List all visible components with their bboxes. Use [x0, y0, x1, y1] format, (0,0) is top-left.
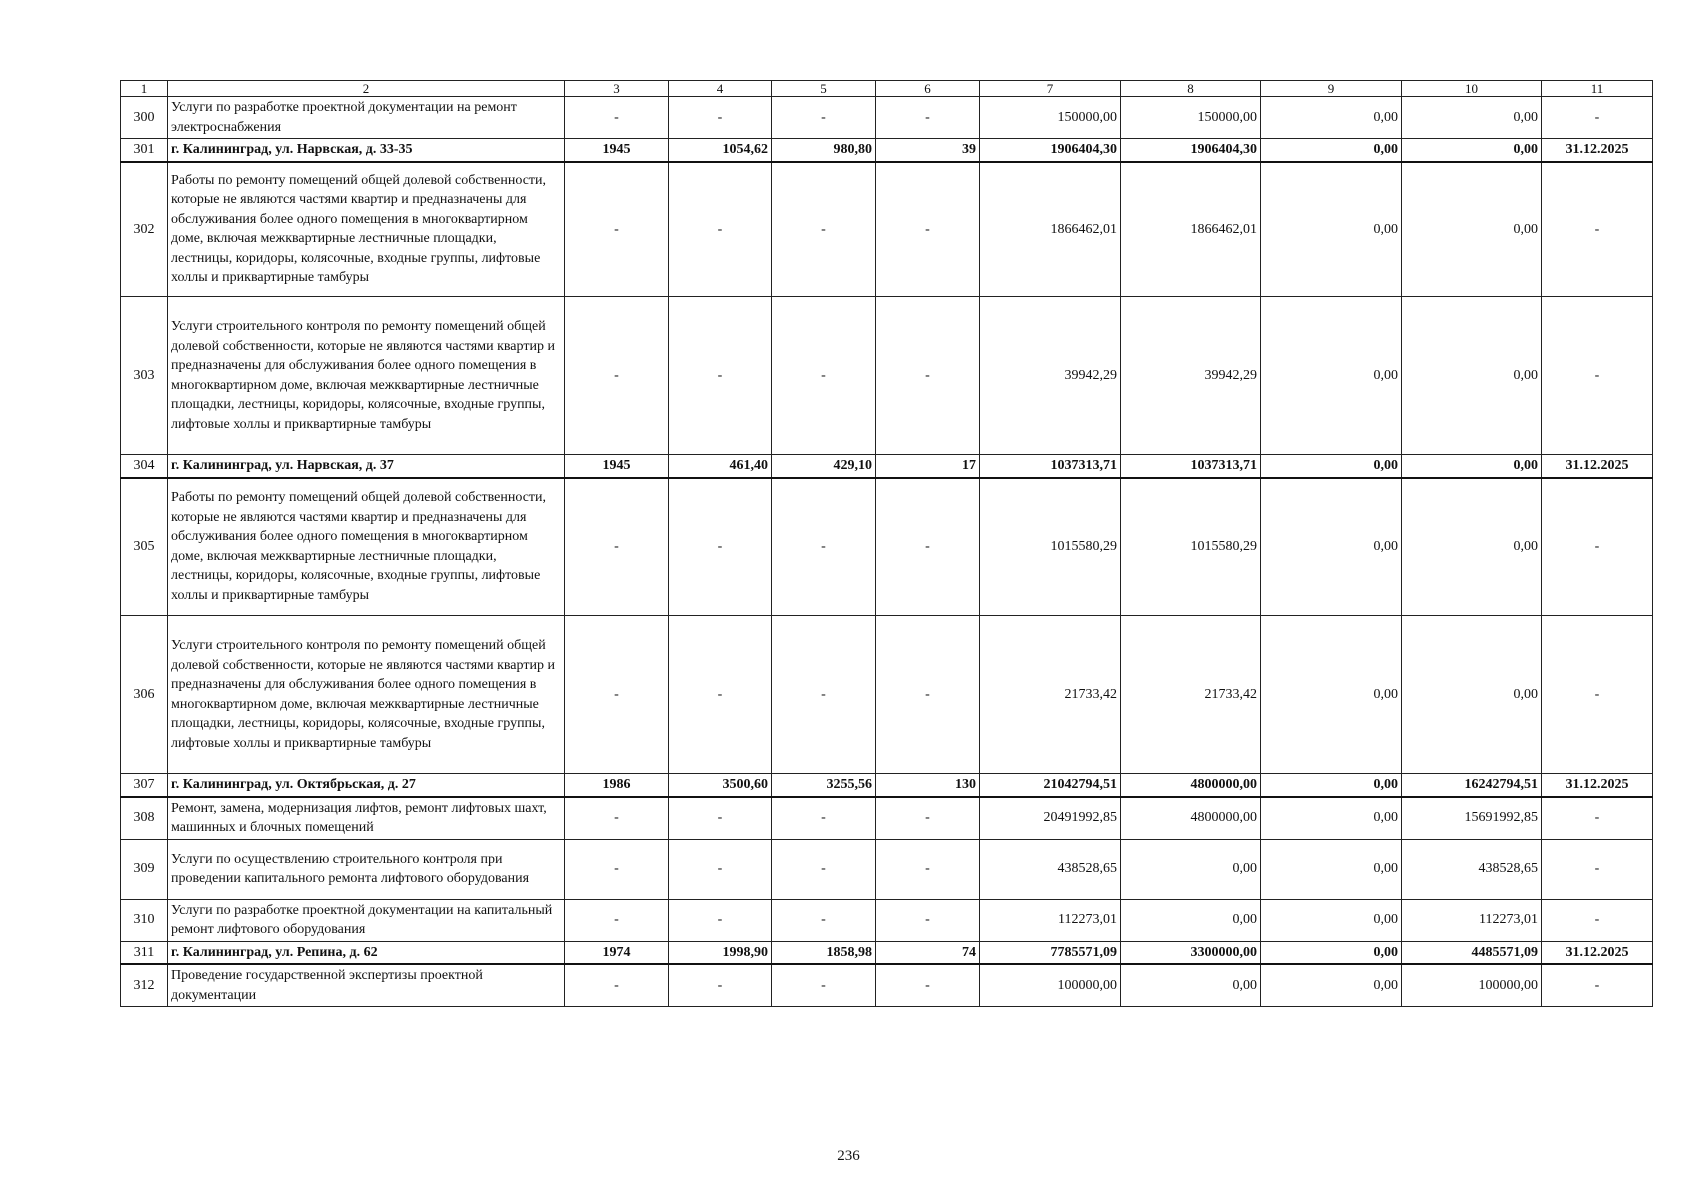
fund-amount-cell: 1906404,30 [1121, 139, 1261, 162]
fund-amount-cell: 0,00 [1121, 899, 1261, 941]
row-number-cell: 301 [121, 139, 168, 162]
table-row-item [121, 97, 1653, 139]
total-area-cell: 3500,60 [669, 774, 772, 797]
residents-cell: - [876, 899, 980, 941]
table-row-item [121, 616, 1653, 774]
living-area-cell: - [772, 616, 876, 774]
column-number: 7 [980, 81, 1121, 97]
year-built-cell: 1945 [565, 455, 669, 478]
row-number-cell: 309 [121, 839, 168, 899]
column-number: 2 [168, 81, 565, 97]
owner-amount-cell: 100000,00 [1402, 964, 1542, 1007]
column-number: 11 [1542, 81, 1653, 97]
table-row-item [121, 297, 1653, 455]
completion-date-cell: - [1542, 162, 1653, 297]
table-row-address [121, 941, 1653, 964]
residents-cell: 17 [876, 455, 980, 478]
owner-amount-cell: 4485571,09 [1402, 941, 1542, 964]
year-built-cell: - [565, 616, 669, 774]
completion-date-cell: - [1542, 297, 1653, 455]
table-row-address [121, 774, 1653, 797]
fund-amount-cell: 0,00 [1121, 964, 1261, 1007]
description-cell: Услуги по осуществлению строительного контроля при проведении капитального ремонта лифтового оборудования [168, 839, 565, 899]
year-built-cell: - [565, 97, 669, 139]
column-number: 5 [772, 81, 876, 97]
capital-repair-table [120, 80, 1653, 1007]
residents-cell: - [876, 797, 980, 840]
total-cost-cell: 1906404,30 [980, 139, 1121, 162]
table-row-item [121, 478, 1653, 616]
residents-cell: - [876, 97, 980, 139]
total-cost-cell: 21733,42 [980, 616, 1121, 774]
owner-amount-cell: 438528,65 [1402, 839, 1542, 899]
total-area-cell: - [669, 478, 772, 616]
description-cell: Работы по ремонту помещений общей долевой собственности, которые не являются частями квартир и предназначены для обслуживания более одного помещения в многоквартирном доме, включая межквартирные лестничные площадки, лестницы, коридоры, колясочные, входные группы, лифтовые холлы и приквартирные тамбуры [168, 478, 565, 616]
completion-date-cell: 31.12.2025 [1542, 774, 1653, 797]
budget-amount-cell: 0,00 [1261, 839, 1402, 899]
row-number-cell: 300 [121, 97, 168, 139]
living-area-cell: 980,80 [772, 139, 876, 162]
column-number: 8 [1121, 81, 1261, 97]
total-area-cell: 461,40 [669, 455, 772, 478]
year-built-cell: - [565, 964, 669, 1007]
total-area-cell: - [669, 162, 772, 297]
budget-amount-cell: 0,00 [1261, 774, 1402, 797]
total-cost-cell: 1037313,71 [980, 455, 1121, 478]
living-area-cell: 429,10 [772, 455, 876, 478]
owner-amount-cell: 0,00 [1402, 139, 1542, 162]
residents-cell: - [876, 839, 980, 899]
owner-amount-cell: 16242794,51 [1402, 774, 1542, 797]
fund-amount-cell: 4800000,00 [1121, 774, 1261, 797]
fund-amount-cell: 1015580,29 [1121, 478, 1261, 616]
year-built-cell: - [565, 797, 669, 840]
living-area-cell: - [772, 964, 876, 1007]
column-number: 10 [1402, 81, 1542, 97]
fund-amount-cell: 1037313,71 [1121, 455, 1261, 478]
total-cost-cell: 1015580,29 [980, 478, 1121, 616]
living-area-cell: 3255,56 [772, 774, 876, 797]
budget-amount-cell: 0,00 [1261, 162, 1402, 297]
row-number-cell: 307 [121, 774, 168, 797]
description-cell: Работы по ремонту помещений общей долевой собственности, которые не являются частями квартир и предназначены для обслуживания более одного помещения в многоквартирном доме, включая межквартирные лестничные площадки, лестницы, коридоры, колясочные, входные группы, лифтовые холлы и приквартирные тамбуры [168, 162, 565, 297]
fund-amount-cell: 21733,42 [1121, 616, 1261, 774]
living-area-cell: - [772, 162, 876, 297]
living-area-cell: 1858,98 [772, 941, 876, 964]
owner-amount-cell: 0,00 [1402, 297, 1542, 455]
total-area-cell: 1054,62 [669, 139, 772, 162]
completion-date-cell: - [1542, 899, 1653, 941]
total-area-cell: - [669, 97, 772, 139]
description-cell: Услуги по разработке проектной документации на капитальный ремонт лифтового оборудования [168, 899, 565, 941]
description-cell: г. Калининград, ул. Репина, д. 62 [168, 941, 565, 964]
row-number-cell: 306 [121, 616, 168, 774]
description-cell: г. Калининград, ул. Нарвская, д. 33-35 [168, 139, 565, 162]
year-built-cell: - [565, 162, 669, 297]
total-cost-cell: 438528,65 [980, 839, 1121, 899]
total-area-cell: 1998,90 [669, 941, 772, 964]
table-row-item [121, 839, 1653, 899]
budget-amount-cell: 0,00 [1261, 455, 1402, 478]
completion-date-cell: - [1542, 797, 1653, 840]
total-cost-cell: 100000,00 [980, 964, 1121, 1007]
year-built-cell: - [565, 839, 669, 899]
residents-cell: 130 [876, 774, 980, 797]
owner-amount-cell: 0,00 [1402, 162, 1542, 297]
owner-amount-cell: 15691992,85 [1402, 797, 1542, 840]
residents-cell: - [876, 297, 980, 455]
budget-amount-cell: 0,00 [1261, 139, 1402, 162]
row-number-cell: 303 [121, 297, 168, 455]
description-cell: г. Калининград, ул. Нарвская, д. 37 [168, 455, 565, 478]
completion-date-cell: - [1542, 839, 1653, 899]
residents-cell: - [876, 616, 980, 774]
living-area-cell: - [772, 839, 876, 899]
residents-cell: - [876, 162, 980, 297]
living-area-cell: - [772, 899, 876, 941]
total-area-cell: - [669, 797, 772, 840]
description-cell: Услуги строительного контроля по ремонту помещений общей долевой собственности, которые не являются частями квартир и предназначены для обслуживания более одного помещения в многоквартирном доме, включая межквартирные лестничные площадки, лестницы, коридоры, колясочные, входные группы, лифтовые холлы и приквартирные тамбуры [168, 616, 565, 774]
fund-amount-cell: 0,00 [1121, 839, 1261, 899]
column-number: 6 [876, 81, 980, 97]
total-cost-cell: 112273,01 [980, 899, 1121, 941]
residents-cell: - [876, 478, 980, 616]
living-area-cell: - [772, 297, 876, 455]
table-row-address [121, 139, 1653, 162]
budget-amount-cell: 0,00 [1261, 97, 1402, 139]
column-number-row [121, 81, 1653, 97]
owner-amount-cell: 0,00 [1402, 478, 1542, 616]
living-area-cell: - [772, 97, 876, 139]
year-built-cell: 1986 [565, 774, 669, 797]
table-row-item [121, 797, 1653, 840]
column-number: 1 [121, 81, 168, 97]
total-cost-cell: 21042794,51 [980, 774, 1121, 797]
total-area-cell: - [669, 297, 772, 455]
completion-date-cell: - [1542, 964, 1653, 1007]
fund-amount-cell: 4800000,00 [1121, 797, 1261, 840]
fund-amount-cell: 150000,00 [1121, 97, 1261, 139]
column-number: 3 [565, 81, 669, 97]
owner-amount-cell: 0,00 [1402, 616, 1542, 774]
total-area-cell: - [669, 964, 772, 1007]
fund-amount-cell: 39942,29 [1121, 297, 1261, 455]
row-number-cell: 310 [121, 899, 168, 941]
row-number-cell: 304 [121, 455, 168, 478]
fund-amount-cell: 3300000,00 [1121, 941, 1261, 964]
completion-date-cell: 31.12.2025 [1542, 455, 1653, 478]
budget-amount-cell: 0,00 [1261, 941, 1402, 964]
total-cost-cell: 20491992,85 [980, 797, 1121, 840]
description-cell: Ремонт, замена, модернизация лифтов, ремонт лифтовых шахт, машинных и блочных помещений [168, 797, 565, 840]
total-cost-cell: 1866462,01 [980, 162, 1121, 297]
page-number: 236 [837, 1148, 860, 1164]
budget-amount-cell: 0,00 [1261, 797, 1402, 840]
total-area-cell: - [669, 899, 772, 941]
residents-cell: 74 [876, 941, 980, 964]
row-number-cell: 308 [121, 797, 168, 840]
column-number: 9 [1261, 81, 1402, 97]
fund-amount-cell: 1866462,01 [1121, 162, 1261, 297]
completion-date-cell: 31.12.2025 [1542, 139, 1653, 162]
row-number-cell: 305 [121, 478, 168, 616]
owner-amount-cell: 0,00 [1402, 455, 1542, 478]
description-cell: г. Калининград, ул. Октябрьская, д. 27 [168, 774, 565, 797]
owner-amount-cell: 112273,01 [1402, 899, 1542, 941]
year-built-cell: - [565, 899, 669, 941]
total-area-cell: - [669, 616, 772, 774]
description-cell: Услуги по разработке проектной документации на ремонт электроснабжения [168, 97, 565, 139]
table-row-item [121, 162, 1653, 297]
total-area-cell: - [669, 839, 772, 899]
completion-date-cell: - [1542, 97, 1653, 139]
year-built-cell: 1974 [565, 941, 669, 964]
row-number-cell: 312 [121, 964, 168, 1007]
row-number-cell: 302 [121, 162, 168, 297]
description-cell: Проведение государственной экспертизы проектной документации [168, 964, 565, 1007]
residents-cell: 39 [876, 139, 980, 162]
budget-amount-cell: 0,00 [1261, 478, 1402, 616]
budget-amount-cell: 0,00 [1261, 899, 1402, 941]
living-area-cell: - [772, 478, 876, 616]
total-cost-cell: 150000,00 [980, 97, 1121, 139]
year-built-cell: 1945 [565, 139, 669, 162]
table-row-item [121, 899, 1653, 941]
budget-amount-cell: 0,00 [1261, 297, 1402, 455]
year-built-cell: - [565, 297, 669, 455]
living-area-cell: - [772, 797, 876, 840]
owner-amount-cell: 0,00 [1402, 97, 1542, 139]
total-cost-cell: 39942,29 [980, 297, 1121, 455]
completion-date-cell: - [1542, 616, 1653, 774]
year-built-cell: - [565, 478, 669, 616]
completion-date-cell: 31.12.2025 [1542, 941, 1653, 964]
table-row-item [121, 964, 1653, 1007]
total-cost-cell: 7785571,09 [980, 941, 1121, 964]
row-number-cell: 311 [121, 941, 168, 964]
residents-cell: - [876, 964, 980, 1007]
table-row-address [121, 455, 1653, 478]
budget-amount-cell: 0,00 [1261, 616, 1402, 774]
description-cell: Услуги строительного контроля по ремонту помещений общей долевой собственности, которые не являются частями квартир и предназначены для обслуживания более одного помещения в многоквартирном доме, включая межквартирные лестничные площадки, лестницы, коридоры, колясочные, входные группы, лифтовые холлы и приквартирные тамбуры [168, 297, 565, 455]
column-number: 4 [669, 81, 772, 97]
budget-amount-cell: 0,00 [1261, 964, 1402, 1007]
completion-date-cell: - [1542, 478, 1653, 616]
